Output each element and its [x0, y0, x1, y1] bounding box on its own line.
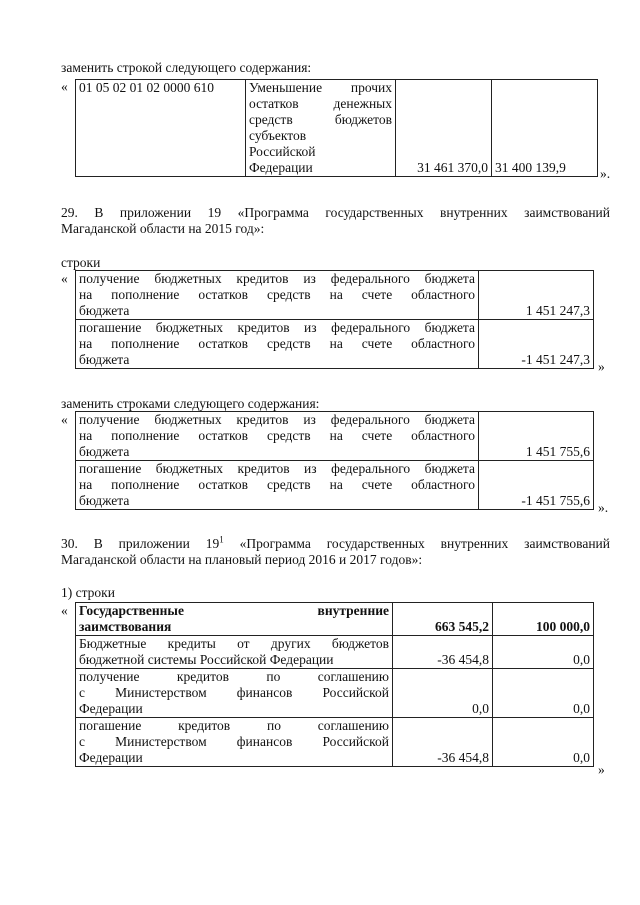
intro-replace-rows: заменить строками следующего содержания:: [61, 396, 320, 411]
close-quote: »: [598, 359, 605, 374]
value-2016: 0,0: [393, 669, 493, 718]
row-desc: получение бюджетных кредитов из федерального бюджета на пополнение остатков средств на счете областного бюджета: [76, 412, 479, 461]
desc-cell: Уменьшение прочих остатков денежных средств бюджетов субъектов Российской Федерации: [246, 80, 396, 177]
table-row: [76, 412, 594, 461]
label-rows: строки: [61, 255, 101, 270]
label-sub-1: 1) строки: [61, 585, 115, 600]
row-value: 1 451 247,3: [479, 271, 594, 320]
table-row: [76, 718, 594, 767]
value-2017: 0,0: [493, 718, 594, 767]
value-cell: 31 461 370,0: [396, 80, 492, 177]
open-quote: «: [61, 79, 68, 94]
code-cell: 01 05 02 01 02 0000 610: [76, 80, 246, 177]
close-quote: ».: [598, 500, 609, 515]
value-2017: 0,0: [493, 636, 594, 669]
value-2017: 0,0: [493, 669, 594, 718]
table-1: [75, 79, 598, 177]
table-row: [76, 461, 594, 510]
value-2016: -36 454,8: [393, 636, 493, 669]
table-row: [76, 80, 598, 177]
value-2017: 100 000,0: [493, 603, 594, 636]
row-desc: погашение бюджетных кредитов из федерального бюджета на пополнение остатков средств на счете областного бюджета: [76, 320, 479, 369]
open-quote: «: [61, 271, 68, 286]
close-quote: »: [598, 762, 605, 777]
table-row: [76, 320, 594, 369]
row-desc: погашение бюджетных кредитов из федерального бюджета на пополнение остатков средств на счете областного бюджета: [76, 461, 479, 510]
table-3: [75, 411, 594, 510]
intro-replace-line: заменить строкой следующего содержания:: [61, 60, 312, 75]
paragraph-30: 30. В приложении $19^1$ «Программа государственных внутренних заимствований Магаданской области на плановый период 2016 и 2017 годов»:: [61, 534, 611, 567]
table-4: [75, 602, 594, 767]
row-desc: Бюджетные кредиты от других бюджетов бюджетной системы Российской Федерации: [76, 636, 393, 669]
close-quote: ».: [600, 166, 611, 181]
row-desc: получение кредитов по соглашению с Министерством финансов Российской Федерации: [76, 669, 393, 718]
table-row: [76, 603, 594, 636]
open-quote: «: [61, 412, 68, 427]
table-row: [76, 636, 594, 669]
row-desc: погашение кредитов по соглашению с Министерством финансов Российской Федерации: [76, 718, 393, 767]
row-value: -1 451 755,6: [479, 461, 594, 510]
open-quote: «: [61, 603, 68, 618]
paragraph-29: 29. В приложении 19 «Программа государственных внутренних заимствований Магаданской области на 2015 год»:: [61, 205, 610, 236]
table-row: [76, 271, 594, 320]
table-row: [76, 669, 594, 718]
row-desc: получение бюджетных кредитов из федерального бюджета на пополнение остатков средств на счете областного бюджета: [76, 271, 479, 320]
value-cell: 31 400 139,9: [492, 80, 598, 177]
row-value: 1 451 755,6: [479, 412, 594, 461]
table-2: [75, 270, 594, 369]
row-value: -1 451 247,3: [479, 320, 594, 369]
value-2016: -36 454,8: [393, 718, 493, 767]
value-2016: 663 545,2: [393, 603, 493, 636]
row-desc: Государственные внутренние заимствования: [76, 603, 393, 636]
